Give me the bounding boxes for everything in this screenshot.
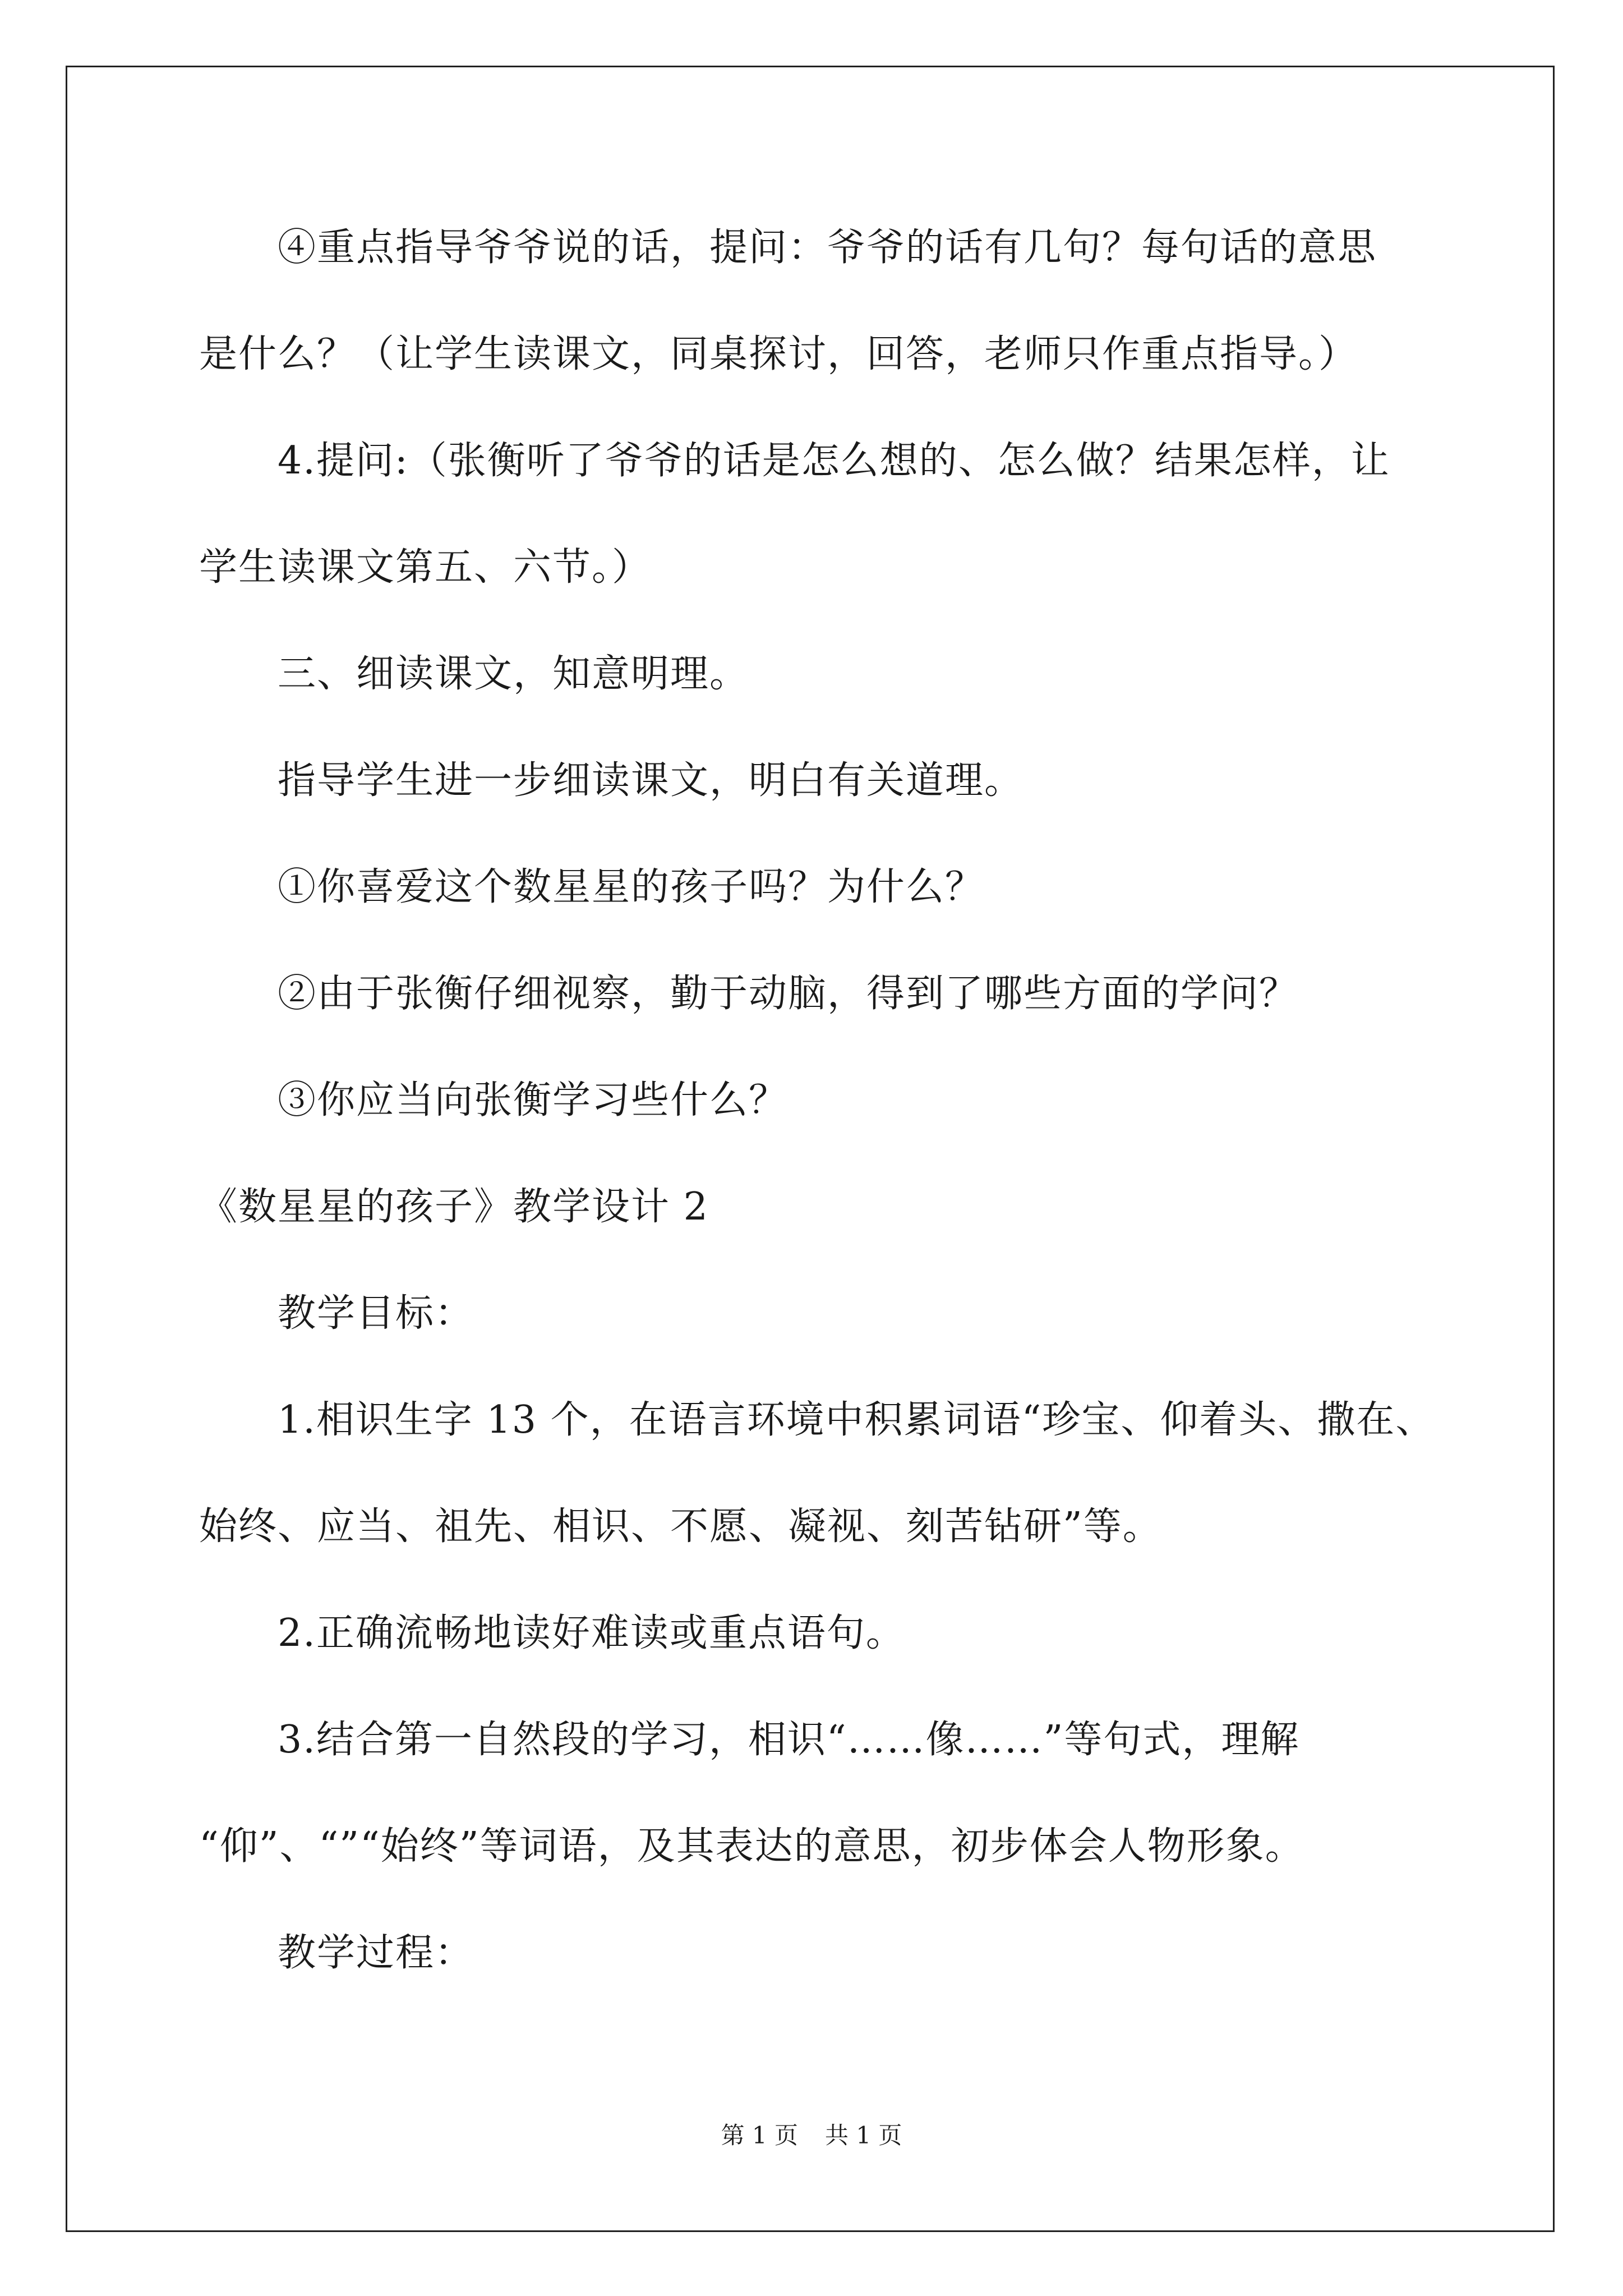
objective-item-continued: “仰”、“”“始终”等词语，及其表达的意思，初步体会人物形象。 — [199, 1824, 1304, 1869]
paragraph-line: ④重点指导爷爷说的话，提问：爷爷的话有几句？每句话的意思 — [278, 226, 1377, 270]
objective-item: 1.相识生字 13 个，在语言环境中积累词语“珍宝、仰着头、撒在、 — [278, 1398, 1435, 1442]
paragraph-line: 指导学生进一步细读课文，明白有关道理。 — [278, 758, 1024, 803]
paragraph-line: 4.提问:（张衡听了爷爷的话是怎么想的、怎么做？结果怎样，让 — [278, 439, 1390, 483]
document-title: 《数星星的孩子》教学设计 2 — [199, 1185, 709, 1229]
section-heading: 教学过程： — [278, 1931, 474, 1975]
objective-item: 2.正确流畅地读好难读或重点语句。 — [278, 1611, 905, 1655]
paragraph-line: 是什么？（让学生读课文，同桌探讨，回答，老师只作重点指导。） — [199, 332, 1358, 376]
objective-item: 3.结合第一自然段的学习，相识“……像……”等句式，理解 — [278, 1718, 1300, 1762]
objective-item-continued: 始终、应当、祖先、相识、不愿、凝视、刻苦钻研”等。 — [199, 1504, 1162, 1549]
question-item: ③你应当向张衡学习些什么？ — [278, 1078, 789, 1122]
page-number: 第 1 页 — [721, 2122, 798, 2149]
section-heading: 三、细读课文，知意明理。 — [278, 652, 749, 696]
page-border — [66, 66, 1555, 2232]
section-heading: 教学目标： — [278, 1291, 474, 1336]
question-item: ②由于张衡仔细视察，勤于动脑，得到了哪些方面的学问？ — [278, 972, 1299, 1016]
page-footer — [0, 2122, 1623, 2150]
paragraph-line: 学生读课文第五、六节。） — [199, 545, 652, 590]
question-item: ①你喜爱这个数星星的孩子吗？为什么？ — [278, 865, 985, 909]
page-total: 共 1 页 — [825, 2122, 902, 2149]
